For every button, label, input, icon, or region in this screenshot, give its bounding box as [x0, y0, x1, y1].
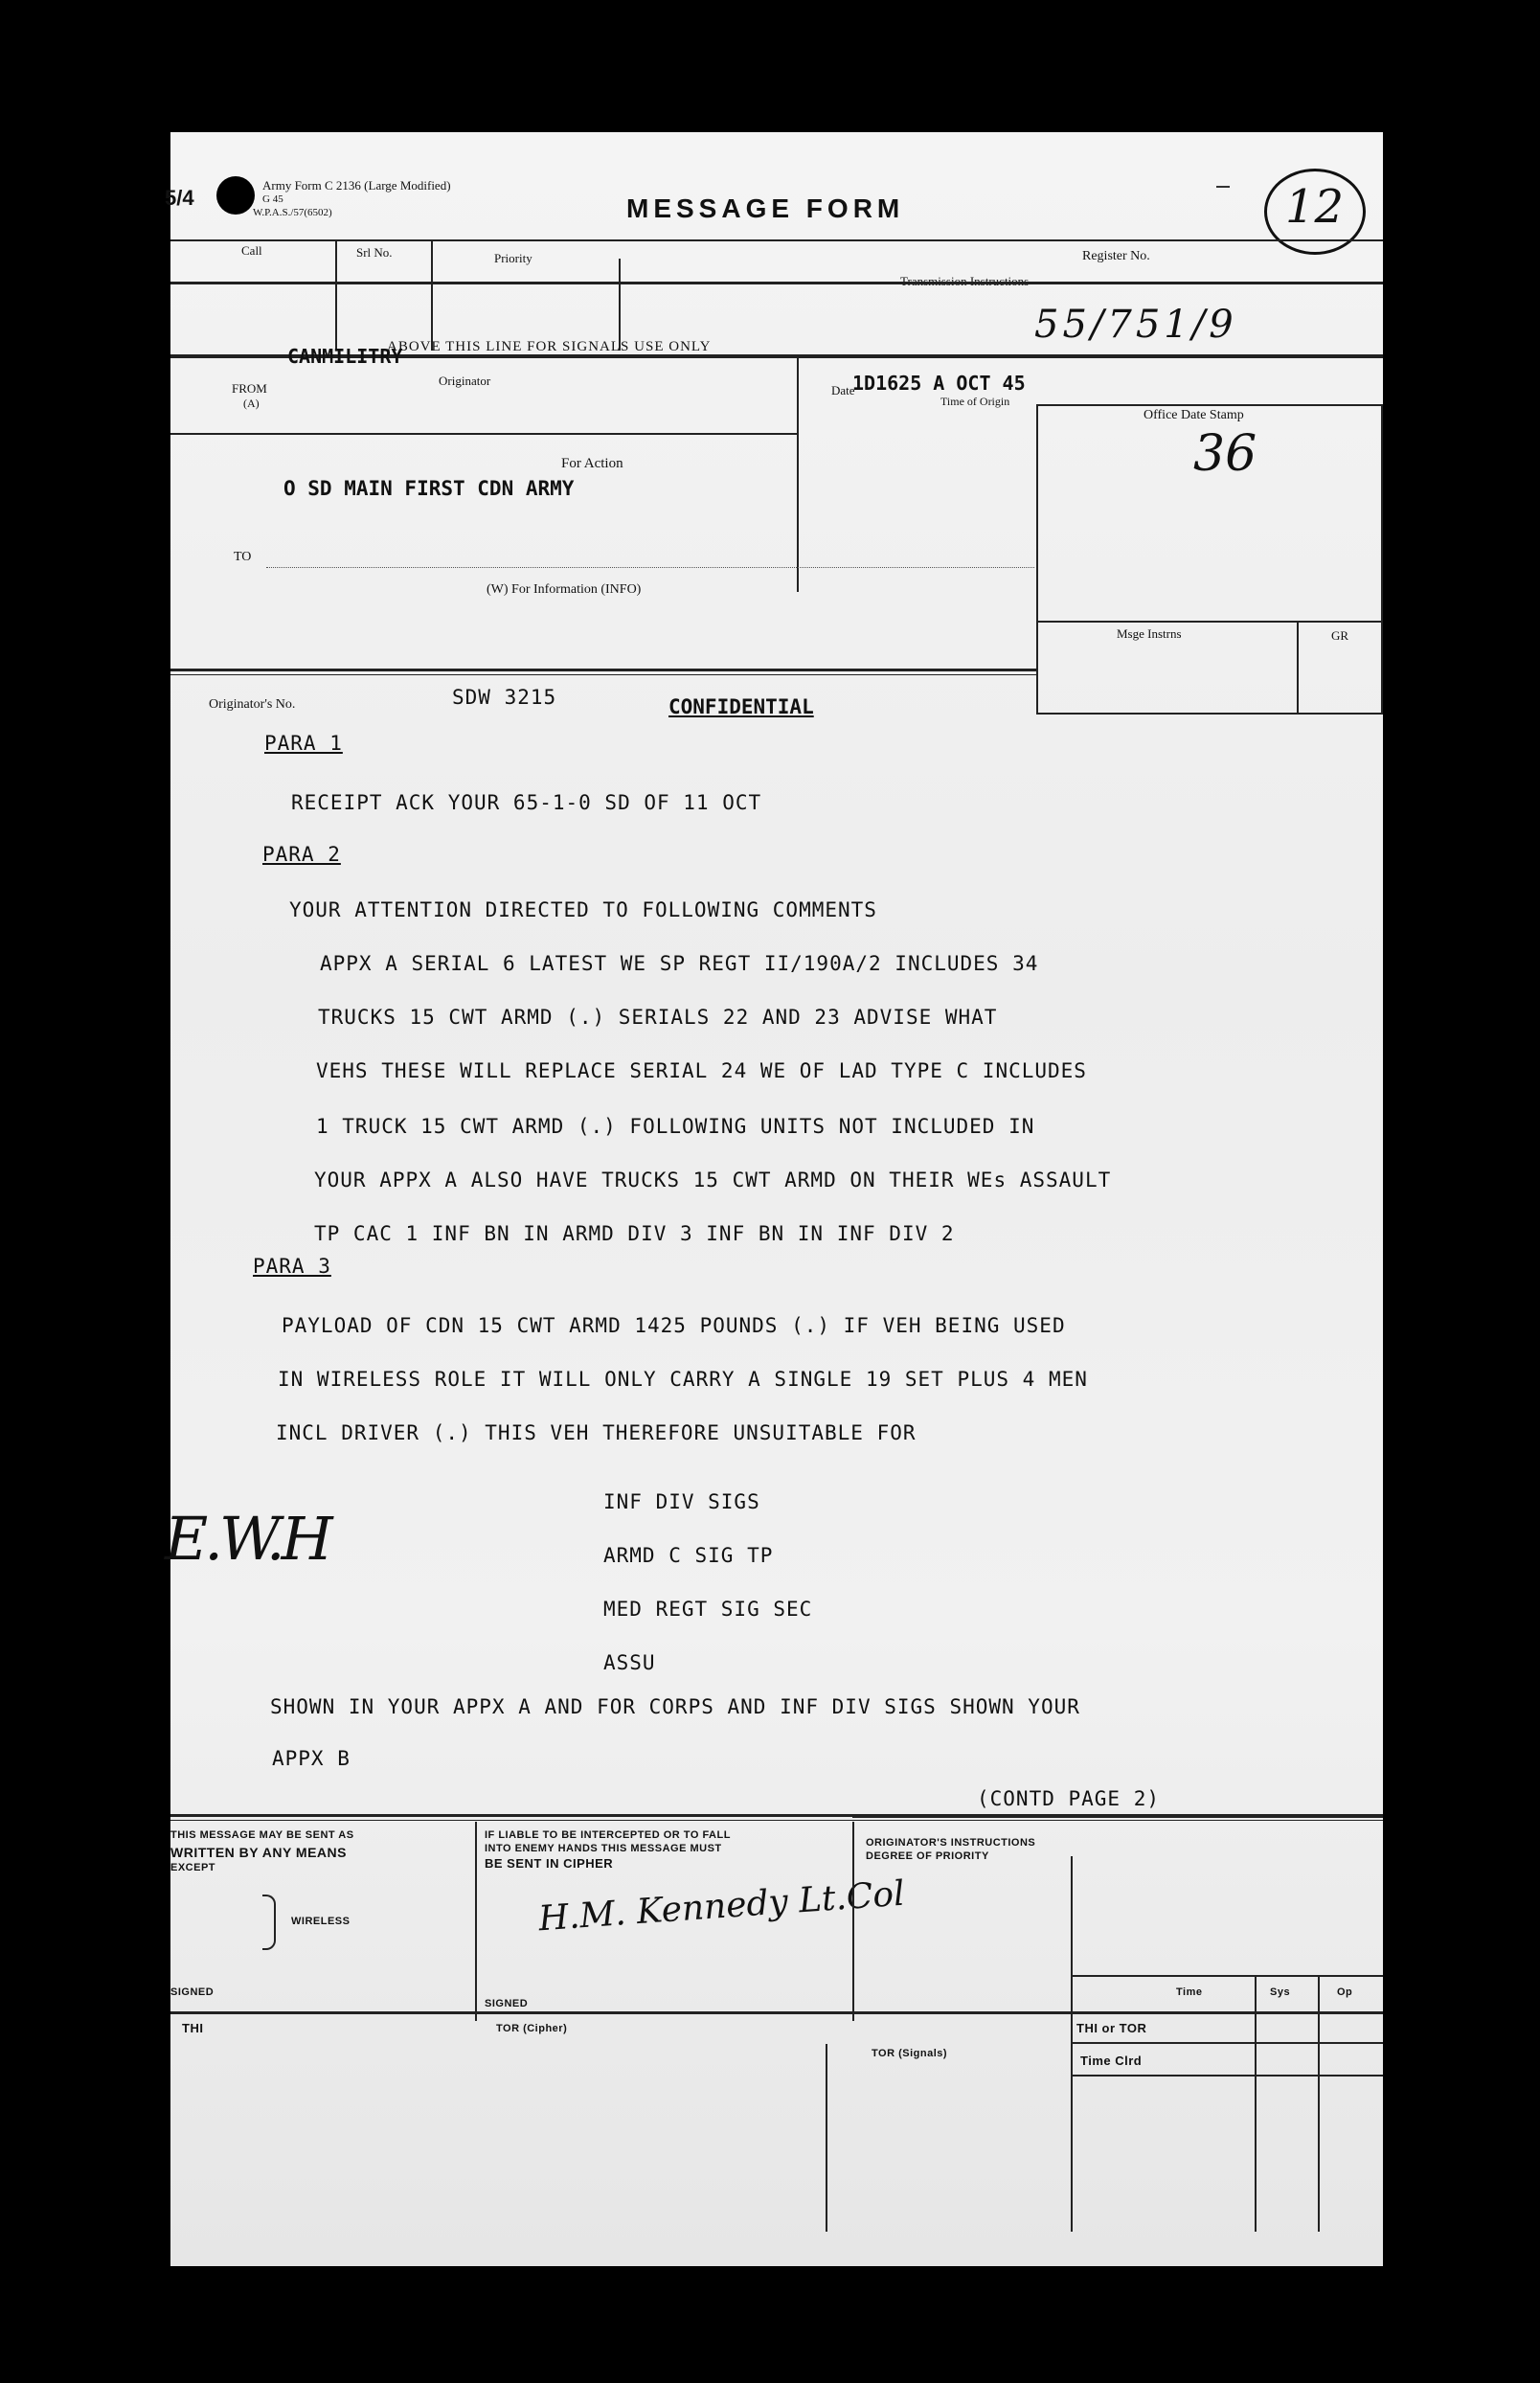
liable-line3: BE SENT IN CIPHER [485, 1856, 614, 1871]
wireless-bracket [262, 1895, 276, 1950]
form-title: MESSAGE FORM [626, 193, 905, 223]
contd-note: (CONTD PAGE 2) [977, 1787, 1161, 1810]
list-item: MED REGT SIG SEC [603, 1598, 813, 1621]
list-item: ASSU [603, 1651, 656, 1674]
for-action-value: O SD MAIN FIRST CDN ARMY [283, 477, 575, 500]
call-label: Call [241, 243, 262, 258]
liable-line2: INTO ENEMY HANDS THIS MESSAGE MUST [485, 1843, 722, 1854]
originators-no-value: SDW 3215 [452, 686, 557, 709]
stamp-bottom-rule [1036, 713, 1383, 715]
footer-mid-rule [170, 2011, 1383, 2014]
form-code-1: G 45 [262, 193, 283, 205]
tor-cipher-label: TOR (Cipher) [496, 2023, 568, 2034]
closing-line1: SHOWN IN YOUR APPX A AND FOR CORPS AND INF DIV SIGS SHOWN YOUR [270, 1695, 1080, 1718]
call-divider [335, 239, 337, 351]
para2-line6: YOUR APPX A ALSO HAVE TRUCKS 15 CWT ARMD ON THEIR WEs ASSAULT [314, 1169, 1112, 1192]
for-action-label: For Action [561, 456, 623, 471]
rule-from [170, 433, 797, 435]
orig-instr-line2: DEGREE OF PRIORITY [866, 1850, 989, 1862]
time-header-rule [1071, 1975, 1383, 1977]
list-item: INF DIV SIGS [603, 1490, 760, 1513]
msge-instrns-label: Msge Instrns [1117, 626, 1182, 641]
file-ref-handwritten: 55/751/9 [1034, 303, 1237, 347]
sent-as-line1: THIS MESSAGE MAY BE SENT AS [170, 1829, 354, 1841]
form-code-2: W.P.A.S./57(6502) [253, 207, 332, 218]
para3-line2: IN WIRELESS ROLE IT WILL ONLY CARRY A SINGLE 19 SET PLUS 4 MEN [278, 1368, 1088, 1391]
para2-heading: PARA 2 [262, 843, 341, 866]
signals-line-text: ABOVE THIS LINE FOR SIGNALS USE ONLY [387, 339, 712, 354]
para2-line2: APPX A SERIAL 6 LATEST WE SP REGT II/190A/2 INCLUDES 34 [320, 952, 1039, 975]
footer-top-rule-2 [170, 1820, 1383, 1821]
time-col-left [1071, 1856, 1073, 2232]
time-col-label: Time [1176, 1986, 1203, 1998]
closing-line2: APPX B [272, 1747, 351, 1770]
time-clrd-rule [1071, 2075, 1383, 2077]
footer-divider-1 [475, 1822, 477, 2021]
sys-col-label: Sys [1270, 1986, 1291, 1998]
rule-routing-bottom [170, 669, 1036, 671]
form-name: Army Form C 2136 (Large Modified) [262, 178, 451, 193]
signed-left-label: SIGNED [170, 1986, 215, 1998]
para1-heading: PARA 1 [264, 732, 343, 755]
punch-hole [216, 176, 255, 215]
thi-label: THI [182, 2021, 204, 2035]
signed-mid-label: SIGNED [485, 1998, 529, 2009]
liable-line1: IF LIABLE TO BE INTERCEPTED OR TO FALL [485, 1829, 731, 1841]
para2-line7: TP CAC 1 INF BN IN ARMD DIV 3 INF BN IN INF DIV 2 [314, 1222, 955, 1245]
office-stamp-value: 36 [1193, 425, 1257, 483]
time-clrd-label: Time Clrd [1080, 2054, 1143, 2068]
transmission-label: Transmission Instructions [900, 274, 1030, 288]
stamp-left-rule [1036, 404, 1038, 713]
originators-no-label: Originator's No. [209, 697, 296, 712]
date-label: Date [831, 383, 855, 397]
header-dash [1216, 186, 1230, 188]
office-stamp-label: Office Date Stamp [1144, 408, 1244, 422]
orig-instr-line1: ORIGINATOR'S INSTRUCTIONS [866, 1837, 1036, 1849]
time-of-origin-label: Time of Origin [940, 395, 1010, 408]
gr-label: GR [1331, 628, 1349, 643]
message-form-sheet [165, 132, 1383, 2266]
thi-row-rule [1071, 2042, 1383, 2044]
classification: CONFIDENTIAL [668, 695, 814, 718]
page-number: 12 [1285, 180, 1345, 234]
para3-line1: PAYLOAD OF CDN 15 CWT ARMD 1425 POUNDS (.) IF VEH BEING USED [282, 1314, 1066, 1337]
info-label: (W) For Information (INFO) [487, 582, 642, 597]
handwritten-initials: E.W.H [165, 1504, 329, 1574]
sent-as-line2: WRITTEN BY ANY MEANS [170, 1845, 347, 1860]
rule-top [170, 239, 1383, 241]
srl-divider [431, 239, 433, 351]
date-value: 1D1625 A OCT 45 [852, 372, 1026, 395]
signature: H.M. Kennedy Lt.Col [537, 1873, 906, 1940]
msge-rule [1036, 621, 1383, 623]
para3-heading: PARA 3 [253, 1255, 331, 1278]
to-line [266, 567, 1034, 568]
para2-line1: YOUR ATTENTION DIRECTED TO FOLLOWING COMMENTS [289, 898, 877, 921]
date-divider [797, 358, 799, 592]
para2-line4: VEHS THESE WILL REPLACE SERIAL 24 WE OF LAD TYPE C INCLUDES [316, 1059, 1087, 1082]
priority-label: Priority [494, 251, 532, 265]
stamp-right-rule [1381, 404, 1383, 713]
originator-value: CANMILITRY [287, 345, 403, 368]
to-label: TO [234, 550, 252, 564]
thi-or-tor-label: THI or TOR [1076, 2021, 1147, 2035]
para3-line3: INCL DRIVER (.) THIS VEH THEREFORE UNSUITABLE FOR [276, 1421, 917, 1444]
wireless-label: WIRELESS [291, 1916, 351, 1927]
footer-divider-2 [852, 1822, 854, 2021]
originator-label: Originator [439, 374, 491, 388]
rule-routing-bottom-2 [170, 674, 1036, 675]
op-col-label: Op [1337, 1986, 1353, 1998]
footer-right-top [852, 1814, 1383, 1818]
srl-label: Srl No. [356, 245, 393, 260]
ref-number: 5/4 [165, 186, 194, 210]
priority-divider [619, 259, 621, 351]
sent-as-line3: EXCEPT [170, 1862, 216, 1873]
para2-line5: 1 TRUCK 15 CWT ARMD (.) FOLLOWING UNITS NOT INCLUDED IN [316, 1115, 1035, 1138]
rule-transmission [170, 282, 1383, 284]
from-sub: (A) [243, 397, 260, 410]
list-item: ARMD C SIG TP [603, 1544, 774, 1567]
para1-line1: RECEIPT ACK YOUR 65-1-0 SD OF 11 OCT [291, 791, 762, 814]
register-label: Register No. [1082, 249, 1150, 263]
stamp-top-rule [1036, 404, 1383, 406]
footer-divider-3 [826, 2044, 827, 2232]
tor-signals-label: TOR (Signals) [872, 2048, 948, 2059]
para2-line3: TRUCKS 15 CWT ARMD (.) SERIALS 22 AND 23 ADVISE WHAT [318, 1006, 998, 1029]
from-label: FROM [232, 381, 267, 396]
gr-divider [1297, 621, 1299, 713]
